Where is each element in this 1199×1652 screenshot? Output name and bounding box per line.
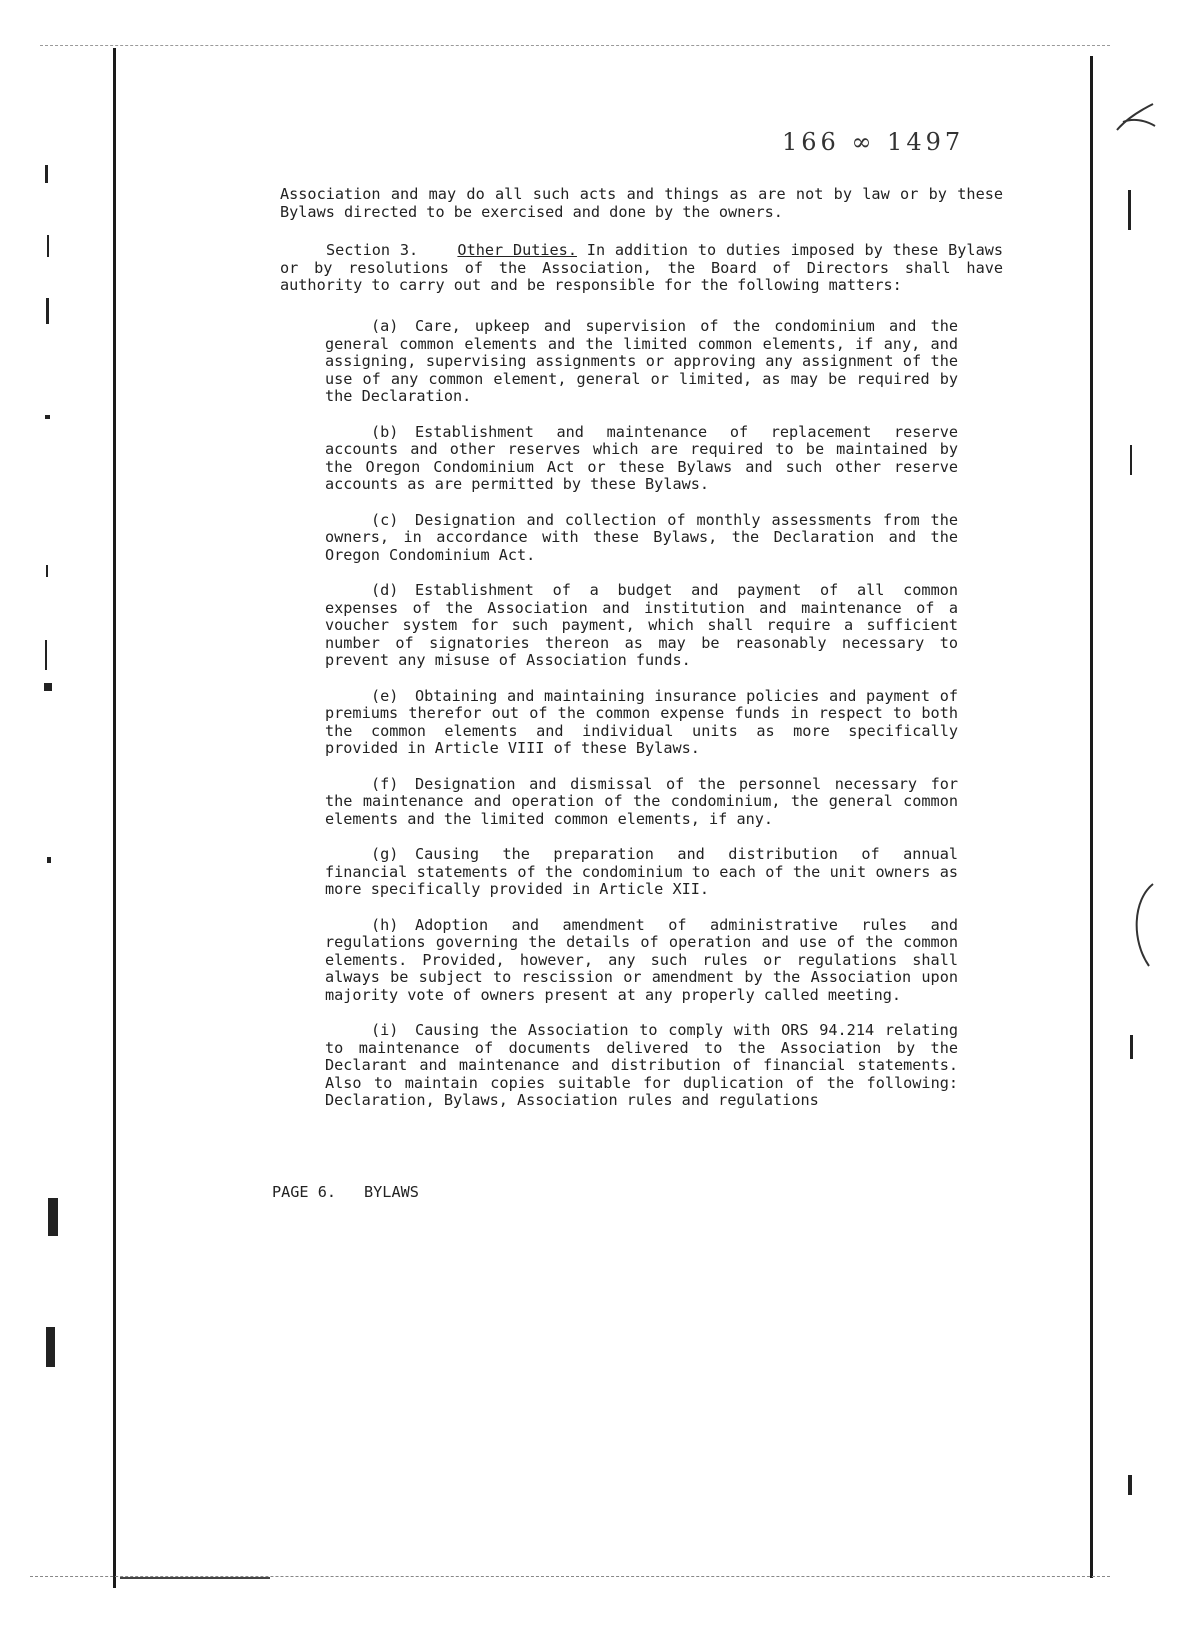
- item-text: Adoption and amendment of administrative rules and regulations governing the details of operation and use of the common elements. Provided, however, any such rules or regulations shall always be subject to rescission or amendment by the Association upon majority vote of owners present at any properly called meeting.: [325, 915, 958, 1004]
- item-text: Causing the preparation and distribution of annual financial statements of the condominium to each of the unit owners as more specifically provided in Article XII.: [325, 845, 958, 898]
- scan-speck: [1128, 1475, 1132, 1495]
- scan-speck: [45, 640, 47, 670]
- item-label: (a): [371, 317, 399, 335]
- duty-item: [325, 1022, 958, 1110]
- duty-item: [325, 917, 958, 1005]
- duty-item: [325, 582, 958, 670]
- scan-speck: [45, 165, 48, 183]
- section-number: Section 3.: [326, 241, 419, 259]
- footer-doc-name: BYLAWS: [364, 1183, 419, 1201]
- handwritten-mark: [1113, 100, 1157, 140]
- scan-speck: [46, 1327, 55, 1367]
- duty-item: [325, 424, 958, 494]
- item-text: Obtaining and maintaining insurance policies and payment of premiums therefor out of the common expense funds in respect to both the common elements and individual units as more specifically provided in Article VIII of these Bylaws.: [325, 686, 958, 757]
- intro-paragraph: Association and may do all such acts and things as are not by law or by these Bylaws directed to be exercised and done by the owners.: [280, 185, 1003, 221]
- item-label: (i): [371, 1021, 399, 1039]
- duty-item: [325, 512, 958, 565]
- duty-item: [325, 776, 958, 829]
- scan-speck: [46, 298, 49, 324]
- item-text: Establishment of a budget and payment of all common expenses of the Association and institution and maintenance of a voucher system for such payment, which shall require a sufficient number of signatories thereon as may be reasonably necessary to prevent any misuse of Association funds.: [325, 581, 958, 669]
- item-label: (g): [371, 845, 399, 863]
- item-text: Designation and dismissal of the personnel necessary for the maintenance and operation of the condominium, the general common elements and the limited common elements, if any.: [325, 774, 958, 828]
- scan-speck: [1128, 190, 1131, 230]
- scan-top-edge: [40, 45, 1110, 46]
- duty-item: [325, 318, 958, 406]
- scan-speck: [44, 683, 52, 691]
- scan-speck: [1130, 445, 1132, 475]
- left-margin-rule: [113, 48, 116, 1588]
- section-text: In addition to duties imposed by these Bylaws or by resolutions of the Association, the Board of Directors shall have authority to carry out and be responsible for the following matters:: [280, 241, 1004, 294]
- duty-item: [325, 846, 958, 899]
- page-footer: [272, 1183, 419, 1201]
- scan-bottom-mark: [120, 1577, 270, 1579]
- duty-item: [325, 688, 958, 758]
- scan-speck: [48, 1198, 58, 1236]
- item-label: (e): [371, 686, 399, 705]
- scan-speck: [46, 565, 48, 577]
- right-margin-rule: [1090, 56, 1093, 1578]
- section-title: Other Duties.: [457, 241, 577, 259]
- item-text: Causing the Association to comply with ORS 94.214 relating to maintenance of documents delivered to the Association by the Declarant and maintenance and distribution of financial statements. Also to maintain copies suitable for duplication of the following: Declaration, Bylaws, Association rules and regulations: [325, 1021, 958, 1109]
- scan-speck: [45, 415, 50, 419]
- item-label: (d): [371, 581, 399, 599]
- item-label: (f): [371, 774, 399, 793]
- item-text: Care, upkeep and supervision of the condominium and the general common elements and the limited common elements, if any, and assigning, supervising assignments or approving any assignment of the use of any common element, general or limited, as may be required by the Declaration.: [325, 317, 958, 405]
- duties-list: [325, 318, 958, 1128]
- item-text: Designation and collection of monthly assessments from the owners, in accordance with these Bylaws, the Declaration and the Oregon Condominium Act.: [325, 510, 958, 564]
- handwritten-bracket: [1127, 880, 1157, 970]
- item-label: (c): [371, 510, 399, 529]
- scan-speck: [47, 235, 49, 257]
- page-number: 166 ∞ 1497: [782, 128, 965, 156]
- item-label: (b): [371, 422, 399, 441]
- item-text: Establishment and maintenance of replacement reserve accounts and other reserves which are required to be maintained by the Oregon Condominium Act or these Bylaws and such other reserve accounts as are permitted by these Bylaws.: [325, 422, 958, 493]
- section-3-paragraph: [280, 242, 1003, 295]
- footer-page-label: PAGE 6.: [272, 1183, 337, 1201]
- item-label: (h): [371, 915, 399, 934]
- scan-speck: [1130, 1035, 1133, 1059]
- scan-speck: [47, 857, 51, 863]
